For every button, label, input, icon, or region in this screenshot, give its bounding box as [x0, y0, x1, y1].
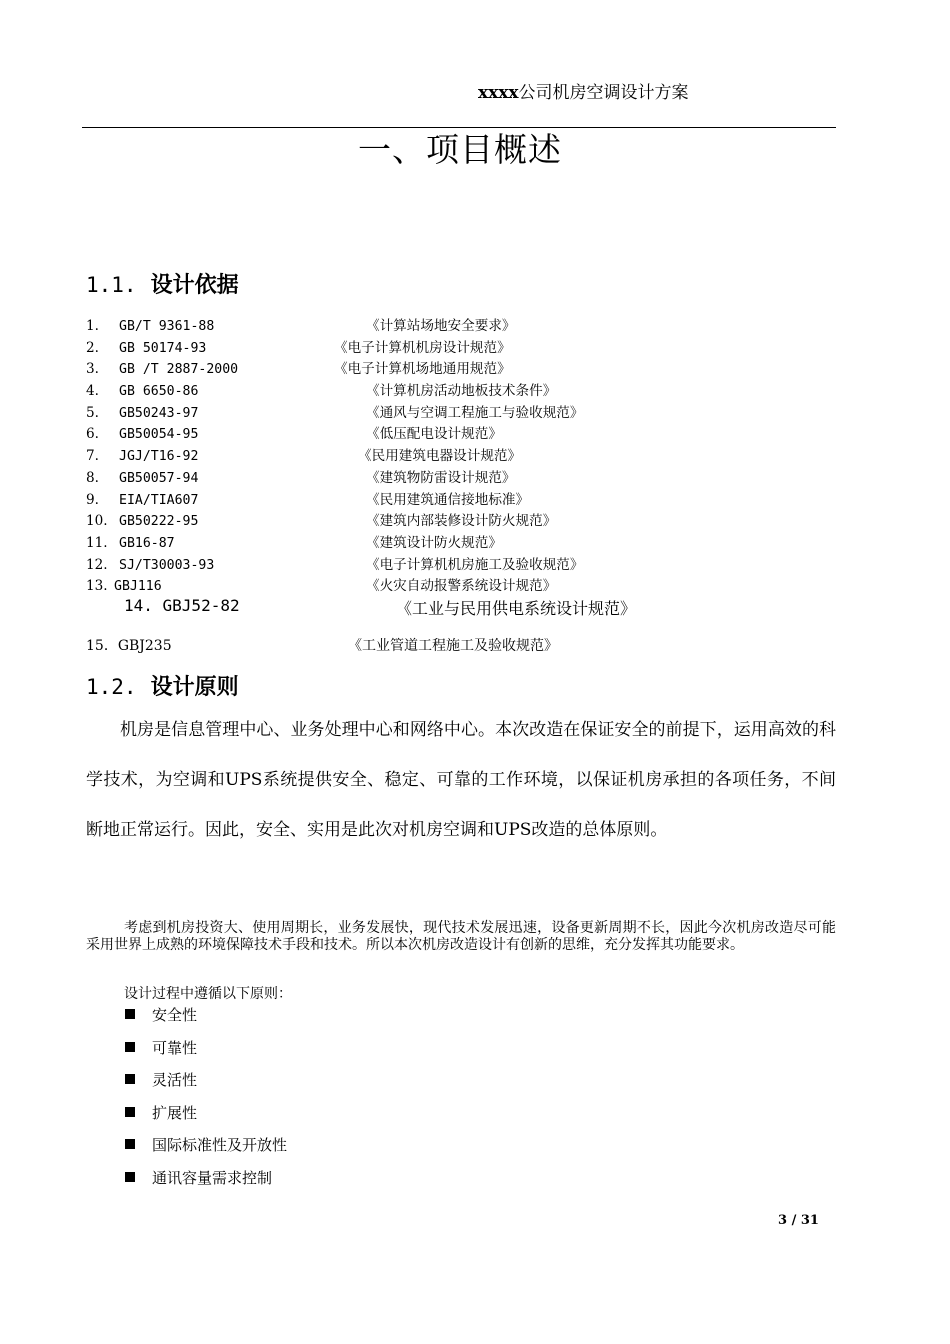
square-bullet-icon: [125, 1172, 135, 1182]
standard-code: 14. GBJ52-82: [124, 596, 240, 615]
standard-code: 15．GBJ235: [86, 638, 172, 654]
list-item: 1. GB/T 9361-88 《计算站场地安全要求》: [86, 318, 516, 334]
list-item: 4. GB 6650-86 《计算机房活动地板技术条件》: [86, 383, 557, 400]
list-item: 通讯容量需求控制: [125, 1165, 287, 1198]
header-brand: xxxx: [478, 83, 519, 103]
list-item: 6. GB50054-95 《低压配电设计规范》: [86, 426, 502, 443]
list-item: 10. GB50222-95 《建筑内部装修设计防火规范》: [86, 513, 557, 530]
standards-list: [86, 316, 846, 598]
chapter-title: 一、项目概述: [358, 130, 562, 169]
principles-intro: 设计过程中遵循以下原则：: [124, 986, 292, 1002]
list-item: 安全性: [125, 1002, 287, 1035]
section-title: 设计依据: [150, 273, 239, 298]
square-bullet-icon: [125, 1139, 135, 1149]
standard-name: 《工业管道工程施工及验收规范》: [348, 638, 558, 654]
list-item: 7. JGJ/T16-92 《民用建筑电器设计规范》: [86, 448, 522, 465]
list-item: 3. GB /T 2887-2000 《电子计算机场地通用规范》: [86, 361, 511, 378]
standard-name: 《工业与民用供电系统设计规范》: [396, 599, 637, 618]
list-item: 13. GBJ116 《火灾自动报警系统设计规范》: [86, 578, 557, 595]
list-item: 灵活性: [125, 1067, 287, 1100]
list-item: 国际标准性及开放性: [125, 1132, 287, 1165]
list-item: 可靠性: [125, 1035, 287, 1068]
square-bullet-icon: [125, 1107, 135, 1117]
list-item: 5. GB50243-97 《通风与空调工程施工与验收规范》: [86, 404, 584, 421]
list-item: 11. GB16-87 《建筑设计防火规范》: [86, 534, 502, 551]
list-item: 9. EIA/TIA607 《民用建筑通信接地标准》: [86, 491, 530, 508]
list-item: [86, 635, 558, 655]
list-item: 扩展性: [125, 1100, 287, 1133]
section-heading-1-2: [86, 670, 239, 701]
section-heading-1-1: [86, 268, 239, 299]
section-number: 1.2.: [86, 675, 137, 699]
section-title: 设计原则: [150, 675, 239, 700]
paragraph-considerations: 考虑到机房投资大、使用周期长，业务发展快，现代技术发展迅速，设备更新周期不长，因此今次机房改造尽可能采用世界上成熟的环境保障技术手段和技术。所以本次机房改造设计有创新的思维，充分发挥其功能要求。: [86, 920, 836, 953]
square-bullet-icon: [125, 1074, 135, 1084]
header-title: 公司机房空调设计方案: [518, 83, 689, 103]
list-item: 2. GB 50174-93 《电子计算机机房设计规范》: [86, 339, 511, 356]
section-number: 1.1.: [86, 273, 137, 297]
page-number: 3 / 31: [778, 1213, 819, 1228]
principles-list: [125, 1002, 287, 1198]
paragraph-principle: 机房是信息管理中心、业务处理中心和网络中心。本次改造在保证安全的前提下，运用高效的科学技术，为空调和UPS系统提供安全、稳定、可靠的工作环境，以保证机房承担的各项任务，不间断地正常运行。因此，安全、实用是此次对机房空调和UPS改造的总体原则。: [86, 720, 836, 840]
running-header: [478, 78, 689, 103]
square-bullet-icon: [125, 1042, 135, 1052]
list-item: 12. SJ/T30003-93 《电子计算机机房施工及验收规范》: [86, 556, 584, 573]
list-item: 8. GB50057-94 《建筑物防雷设计规范》: [86, 469, 516, 486]
square-bullet-icon: [125, 1009, 135, 1019]
list-item: [124, 596, 637, 618]
